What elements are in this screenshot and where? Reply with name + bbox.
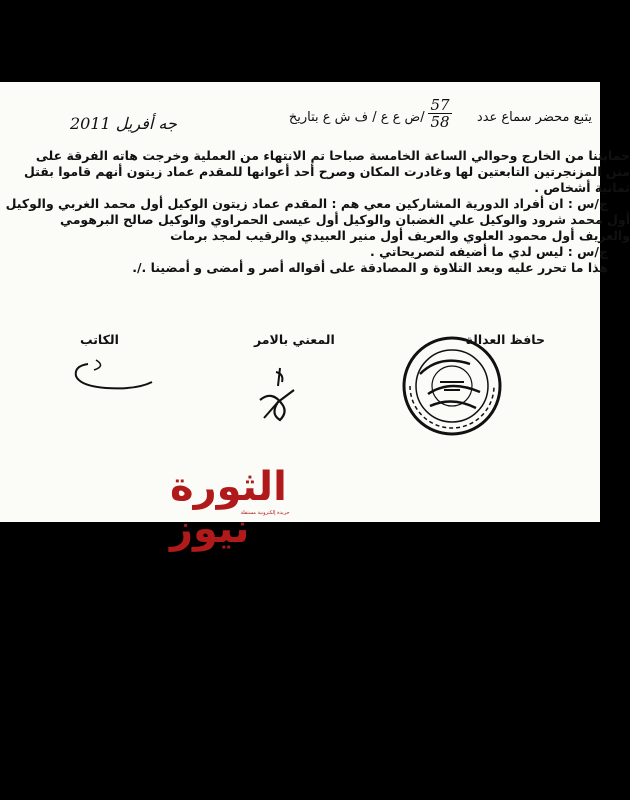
- header-line: يتبع محضر سماع عدد: [476, 110, 592, 125]
- statement-line: والعريف أول محمود العلوي والعريف أول منير العبيدي والرقيب لمجد برمات: [170, 228, 630, 243]
- statement-line: متن المزنجرتين التابعتين لها وغادرت المكان وصرح أحد أعوانها للمقدم عماد زيتون أنهم قاموا بقتل: [24, 164, 630, 179]
- statement-line: ج/س : ليس لدي ما أضيفه لتصريحاتي .: [370, 244, 608, 259]
- fraction-top: 57: [430, 96, 450, 114]
- concerned-signature: [250, 360, 310, 430]
- clerk-label: الكاتب: [80, 332, 119, 347]
- header-ref: /ض ع ع / ف ش ع بتاريخ: [288, 110, 425, 125]
- statement-line: ثمانية أشخاص .: [534, 180, 630, 195]
- header-fraction: [428, 98, 452, 129]
- brand-logo: [170, 460, 360, 552]
- statement-line: أول محمد شرود والوكيل علي الغضبان والوكيل أول عيسى الحمراوي والوكيل صالح البرهومي: [60, 212, 630, 227]
- document-header: [32, 96, 592, 136]
- brand-tagline: جريدة إلكترونية مستقلة: [240, 510, 290, 516]
- statement-line: ج/س : ان أفراد الدورية المشاركين معي هم : المقدم عماد زيتون الوكيل أول محمد الغربي والوكيل: [5, 196, 608, 211]
- statement-body: [0, 148, 630, 276]
- fraction-bottom: 58: [430, 113, 450, 131]
- official-seal: [400, 334, 505, 439]
- brand-name: الثورة نيوز: [170, 464, 287, 552]
- document-page: [0, 82, 630, 552]
- justice-label: حافظ العدالة: [465, 332, 545, 347]
- statement-line: هذا ما تحرر عليه وبعد التلاوة و المصادقة على أقواله أصر و أمضى و أمضينا ./.: [132, 260, 608, 275]
- header-date: جه أفريل 2011: [70, 114, 177, 133]
- statement-line: حمايتنا من الخارج وحوالي الساعة الخامسة صباحا تم الانتهاء من العملية وخرجت هاته الفرقة على: [35, 148, 630, 163]
- concerned-label: المعني بالامر: [254, 332, 335, 347]
- clerk-signature: [66, 352, 156, 402]
